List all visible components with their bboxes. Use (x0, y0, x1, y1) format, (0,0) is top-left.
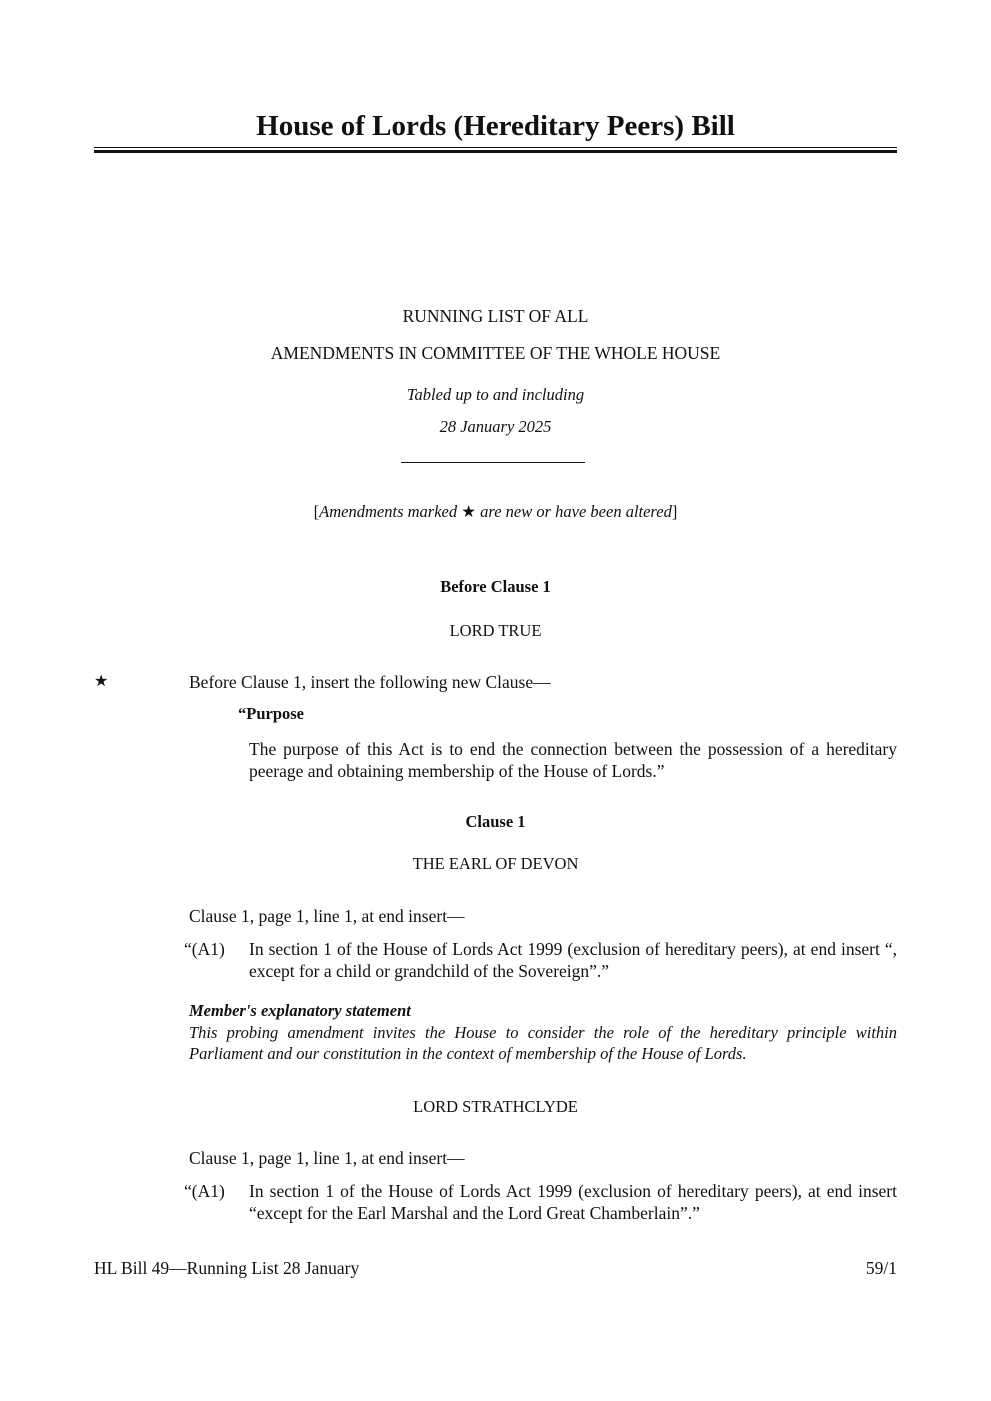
paragraph-text: In section 1 of the House of Lords Act 1999 (exclusion of hereditary peers), at end insert “except for the Earl Marshal and the Lord Great Chamberlain”.” (249, 1181, 897, 1223)
heading-line-1: RUNNING LIST OF ALL (402, 306, 589, 326)
member-name: LORD TRUE (449, 621, 542, 640)
title-rule-thin (94, 147, 897, 148)
star-icon: ★ (461, 502, 477, 521)
notice-bracket-open: [ (313, 502, 320, 521)
section-heading-clause-1: Clause 1 (465, 812, 526, 831)
explanatory-statement-text: This probing amendment invites the House to consider the role of the hereditary principle within Parliament and our constitution in the context of membership of the House of Lords. (189, 1023, 897, 1063)
member-name: THE EARL OF DEVON (412, 854, 579, 873)
footer-bill-reference: HL Bill 49—Running List 28 January (94, 1258, 360, 1278)
paragraph-label: “(A1) (184, 939, 225, 959)
amendment-instruction: Clause 1, page 1, line 1, at end insert— (189, 906, 465, 926)
member-name: LORD STRATHCLYDE (413, 1097, 578, 1116)
tabled-date: 28 January 2025 (439, 417, 552, 436)
notice-text-after: are new or have been altered (476, 502, 672, 521)
amendment-instruction: Clause 1, page 1, line 1, at end insert— (189, 1148, 465, 1168)
notice-bracket-close: ] (671, 502, 678, 521)
new-clause-text: The purpose of this Act is to end the connection between the possession of a hereditary peerage and obtaining membership of the House of Lords.” (249, 739, 897, 781)
bill-title: House of Lords (Hereditary Peers) Bill (256, 110, 735, 142)
notice-text-before: Amendments marked (319, 502, 462, 521)
heading-line-2: AMENDMENTS IN COMMITTEE OF THE WHOLE HOUSE (270, 343, 721, 363)
star-icon: ★ (94, 673, 109, 690)
amendments-notice (94, 501, 897, 523)
section-heading-before-clause-1: Before Clause 1 (440, 577, 551, 596)
tabled-line: Tabled up to and including (406, 385, 585, 404)
paragraph-text: In section 1 of the House of Lords Act 1999 (exclusion of hereditary peers), at end insert “, except for a child or grandchild of the Sovereign”.” (249, 939, 897, 981)
amendment-instruction: Before Clause 1, insert the following new Clause— (189, 672, 551, 692)
footer-page-number: 59/1 (865, 1258, 897, 1278)
new-clause-heading: “Purpose (238, 704, 304, 723)
divider-rule (401, 462, 585, 463)
explanatory-statement-heading: Member's explanatory statement (189, 1001, 411, 1020)
paragraph-label: “(A1) (184, 1181, 225, 1201)
title-rule-thick (94, 150, 897, 153)
